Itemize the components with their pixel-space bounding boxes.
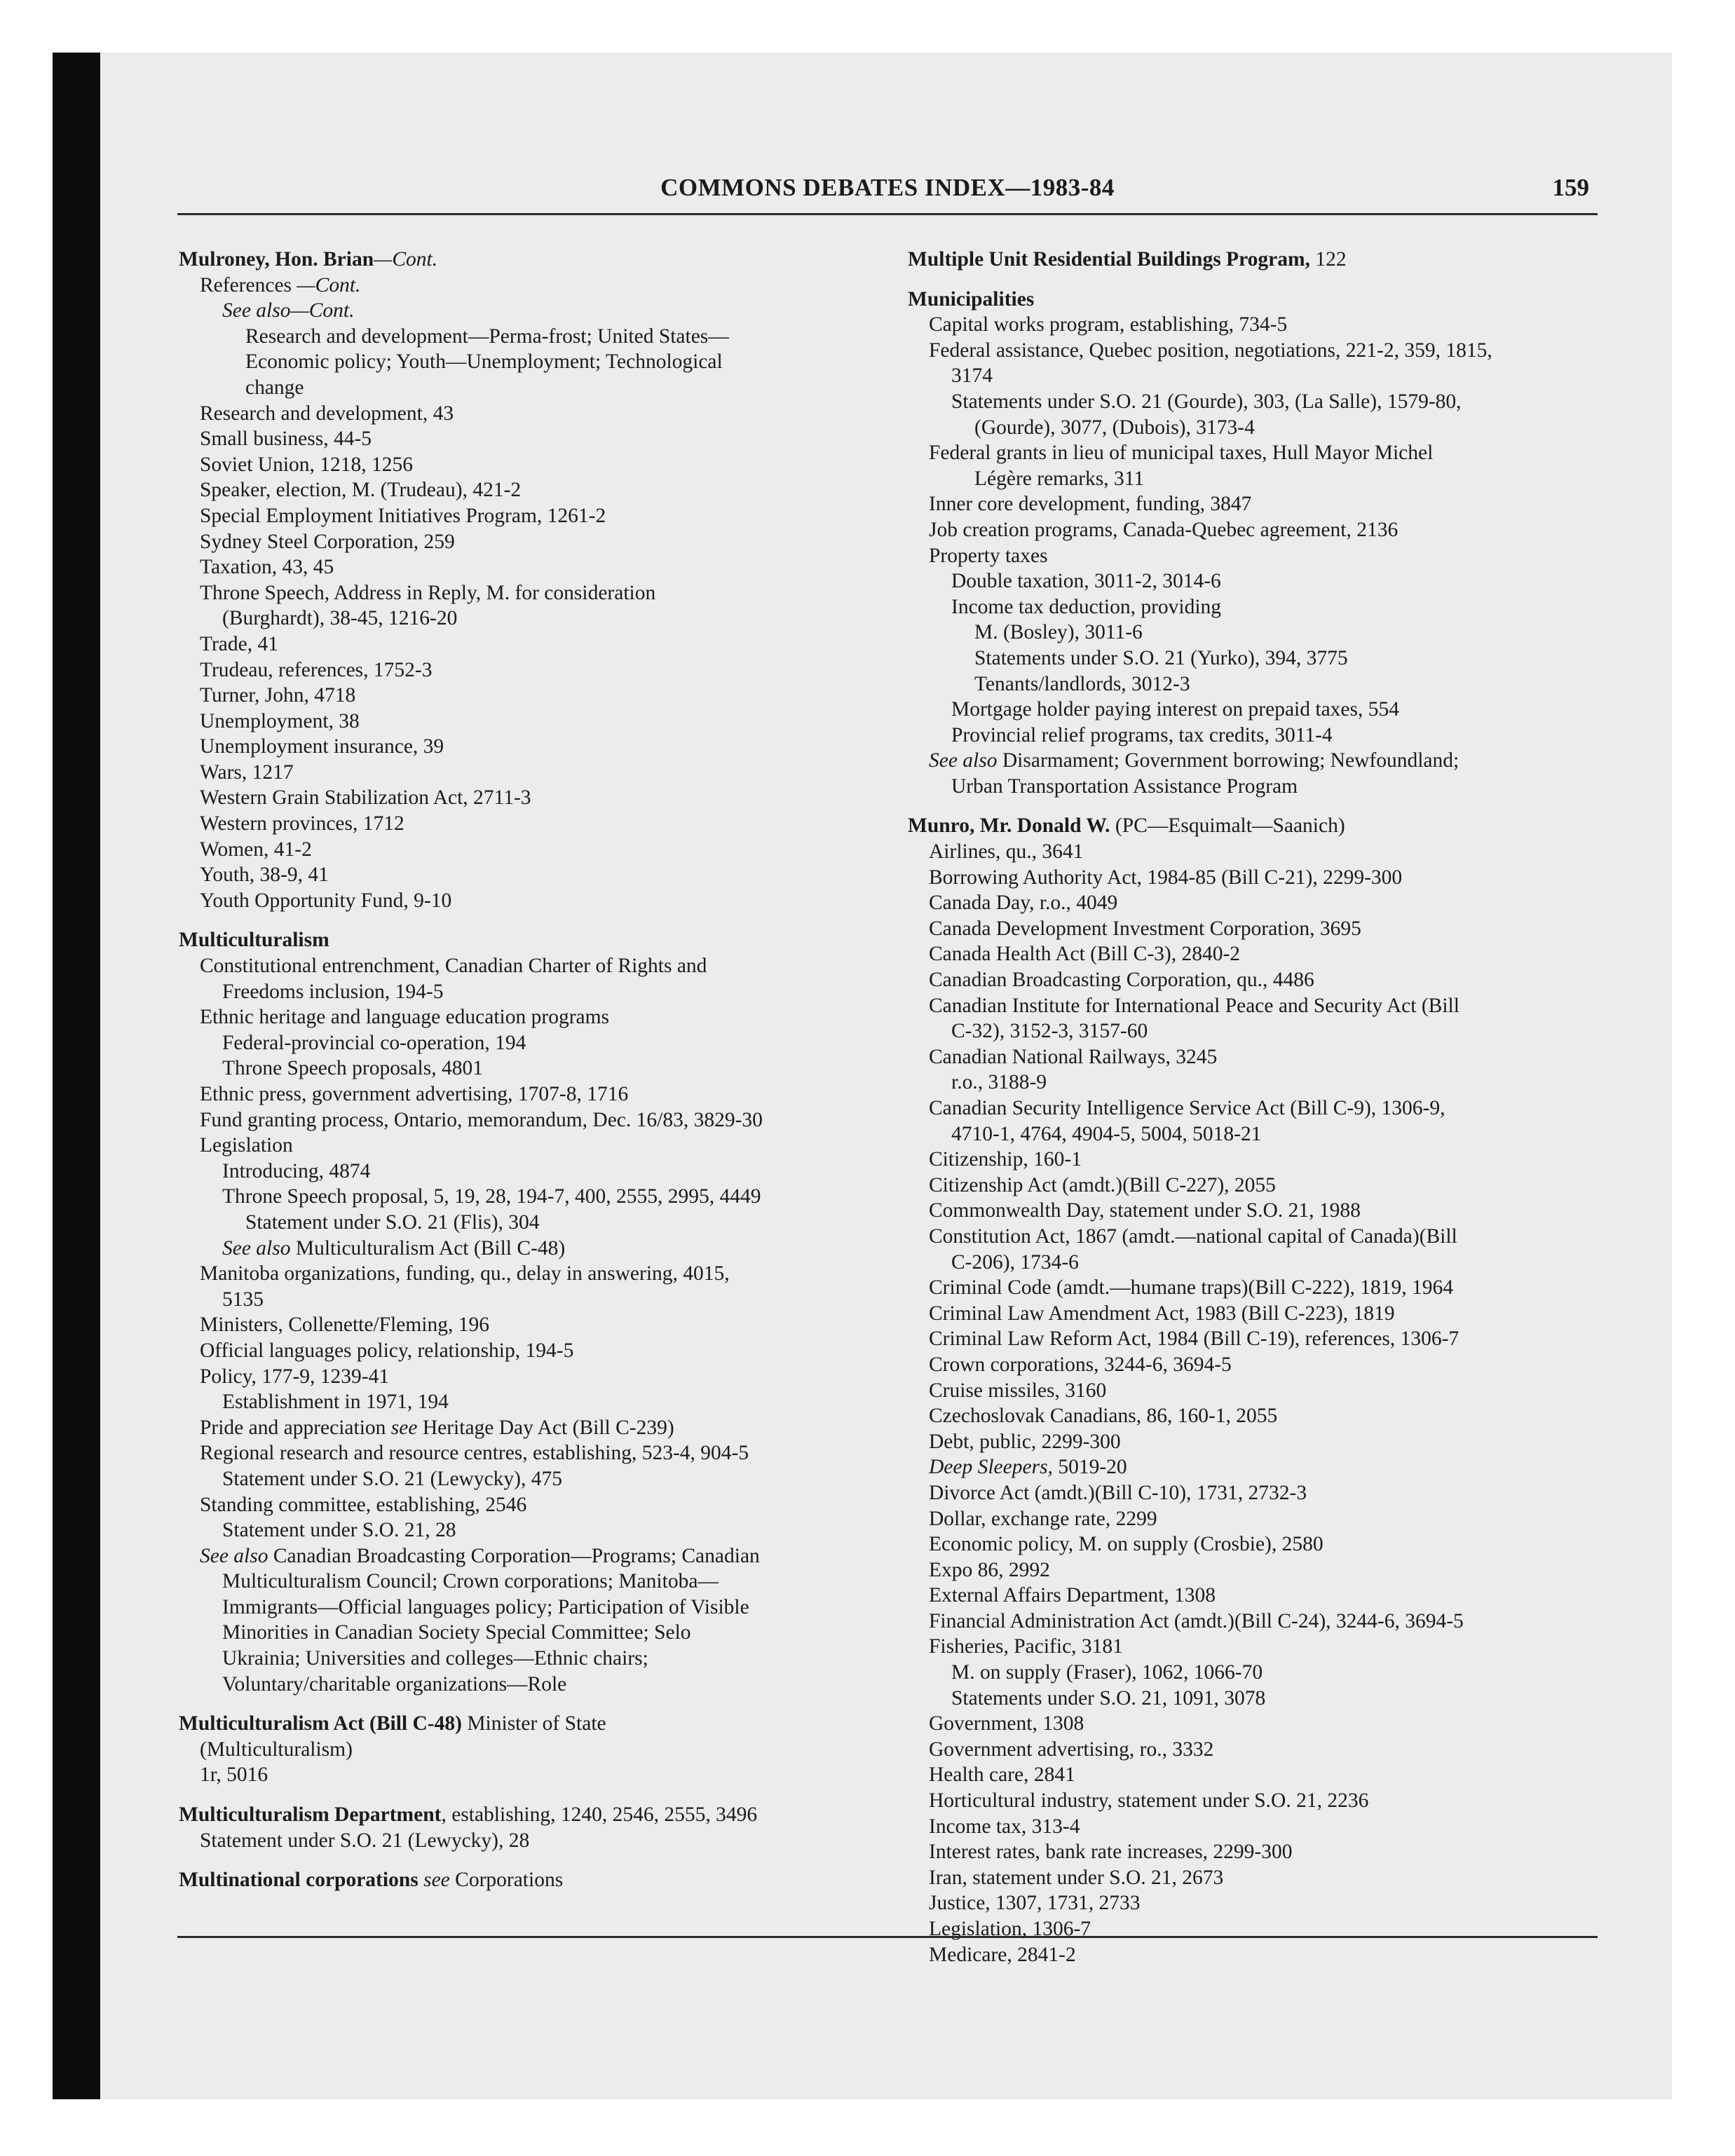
- index-entry: [908, 594, 1602, 620]
- index-entry: [908, 1250, 1602, 1276]
- index-text: Multiculturalism Act (Bill C-48): [290, 1236, 566, 1260]
- index-text: Wars, 1217: [200, 760, 294, 784]
- index-entry: [179, 1415, 880, 1441]
- index-text: Municipalities: [908, 287, 1035, 311]
- index-text: Czechoslovak Canadians, 86, 160-1, 2055: [929, 1405, 1278, 1428]
- index-text: (Gourde), 3077, (Dubois), 3173-4: [974, 416, 1255, 439]
- index-text: Small business, 44-5: [200, 428, 372, 451]
- index-text: Youth Opportunity Fund, 9-10: [200, 889, 452, 912]
- index-text: Ethnic press, government advertising, 1707-8, 1716: [200, 1083, 629, 1105]
- index-entry: [179, 953, 880, 979]
- index-text: 3174: [951, 364, 993, 388]
- index-text: Standing committee, establishing, 2546: [200, 1493, 527, 1516]
- index-heading: [179, 1711, 880, 1737]
- index-text: see: [423, 1869, 450, 1892]
- index-entry: [179, 324, 880, 350]
- index-entry: [179, 1543, 880, 1569]
- index-entry: [179, 683, 880, 709]
- index-entry: [908, 1762, 1602, 1788]
- index-text: 4710-1, 4764, 4904-5, 5004, 5018-21: [951, 1122, 1262, 1145]
- entry-gap: [179, 1853, 880, 1867]
- index-text: C-32), 3152-3, 3157-60: [951, 1020, 1148, 1043]
- index-text: Trudeau, references, 1752-3: [200, 658, 433, 681]
- index-text: Interest rates, bank rate increases, 2299-300: [929, 1841, 1293, 1864]
- index-entry: [179, 477, 880, 503]
- index-text: Expo 86, 2992: [929, 1558, 1050, 1581]
- index-entry: [908, 1711, 1602, 1737]
- index-entry: [908, 646, 1602, 671]
- index-text: Economic policy, M. on supply (Crosbie), 2580: [929, 1533, 1324, 1556]
- index-text: Unemployment, 38: [200, 709, 360, 732]
- index-text: Multiculturalism: [179, 929, 329, 952]
- index-entry: [908, 1070, 1602, 1096]
- index-text: C-206), 1734-6: [951, 1250, 1079, 1274]
- index-entry: [179, 1492, 880, 1518]
- index-entry: [179, 606, 880, 632]
- index-text: Heritage Day Act (Bill C-239): [417, 1416, 674, 1439]
- index-entry: [179, 1517, 880, 1543]
- index-entry: [179, 426, 880, 452]
- index-text: Western provinces, 1712: [200, 812, 404, 835]
- page-header: [177, 174, 1598, 215]
- index-text: Policy, 177-9, 1239-41: [200, 1365, 390, 1388]
- index-heading: [908, 247, 1602, 273]
- index-text: Youth, 38-9, 41: [200, 864, 329, 887]
- index-entry: [179, 1261, 880, 1287]
- index-text: 1r, 5016: [200, 1763, 268, 1787]
- index-text: Trade, 41: [200, 632, 278, 655]
- index-entry: [179, 734, 880, 760]
- entry-gap: [179, 1697, 880, 1711]
- index-text: Research and development, 43: [200, 402, 454, 425]
- index-entry: [908, 916, 1602, 942]
- index-entry: [179, 554, 880, 580]
- index-entry: [908, 1044, 1602, 1070]
- index-entry: [179, 1236, 880, 1262]
- index-text: 122: [1309, 248, 1347, 271]
- index-text: Canadian Security Intelligence Service Act (Bill C-9), 1306-9,: [929, 1097, 1445, 1119]
- index-text: Multinational corporations: [179, 1869, 419, 1892]
- index-text: Establishment in 1971, 194: [222, 1391, 449, 1414]
- index-column-right: [908, 247, 1602, 1967]
- index-text: Research and development—Perma-frost; United States—: [245, 325, 729, 348]
- index-text: Federal grants in lieu of municipal taxes, Hull Mayor Michel: [929, 442, 1434, 465]
- index-text: Debt, public, 2299-300: [929, 1430, 1121, 1453]
- index-entry: [908, 697, 1602, 723]
- index-entry: [179, 657, 880, 683]
- index-text: Minister of State: [461, 1712, 606, 1735]
- index-entry: [908, 1454, 1602, 1480]
- index-entry: [908, 774, 1602, 800]
- index-text: Throne Speech proposals, 4801: [222, 1057, 483, 1080]
- index-entry: [179, 401, 880, 427]
- index-entry: [179, 862, 880, 888]
- index-text: References: [200, 273, 297, 296]
- index-text: , establishing, 1240, 2546, 2555, 3496: [441, 1803, 758, 1827]
- index-entry: [179, 1389, 880, 1415]
- index-entry: [908, 517, 1602, 543]
- index-text: Financial Administration Act (amdt.)(Bill C-24), 3244-6, 3694-5: [929, 1609, 1464, 1632]
- index-entry: [908, 1865, 1602, 1891]
- index-entry: [908, 1890, 1602, 1916]
- index-text: Canada Day, r.o., 4049: [929, 892, 1118, 915]
- index-text: M. on supply (Fraser), 1062, 1066-70: [951, 1661, 1263, 1684]
- index-entry: [179, 298, 880, 324]
- index-column-left: [179, 247, 880, 1893]
- index-text: [419, 1869, 423, 1891]
- index-entry: [179, 1440, 880, 1466]
- index-heading: [179, 247, 880, 273]
- index-text: Double taxation, 3011-2, 3014-6: [951, 570, 1221, 593]
- index-text: Throne Speech, Address in Reply, M. for consideration: [200, 581, 656, 604]
- index-text: Speaker, election, M. (Trudeau), 421-2: [200, 479, 522, 502]
- index-text: Official languages policy, relationship, 194-5: [200, 1339, 574, 1362]
- index-entry: [179, 1672, 880, 1698]
- index-entry: [179, 1569, 880, 1595]
- index-text: Divorce Act (amdt.)(Bill C-10), 1731, 2732-3: [929, 1481, 1307, 1504]
- index-text: Introducing, 4874: [222, 1159, 371, 1182]
- index-text: See also—Cont.: [222, 299, 355, 322]
- index-heading: [179, 1867, 880, 1893]
- index-entry: [908, 543, 1602, 569]
- index-text: Fisheries, Pacific, 3181: [929, 1635, 1123, 1658]
- index-entry: [908, 415, 1602, 441]
- index-text: Sydney Steel Corporation, 259: [200, 530, 455, 553]
- index-entry: [179, 1338, 880, 1364]
- index-entry: [908, 671, 1602, 697]
- index-text: Federal-provincial co-operation, 194: [222, 1031, 526, 1054]
- index-entry: [908, 839, 1602, 865]
- index-text: Canada Development Investment Corporation, 3695: [929, 917, 1361, 940]
- index-entry: [179, 375, 880, 401]
- index-entry: [179, 760, 880, 786]
- index-entry: [179, 785, 880, 811]
- index-entry: [179, 1082, 880, 1107]
- index-text: Freedoms inclusion, 194-5: [222, 980, 444, 1003]
- index-entry: [908, 967, 1602, 993]
- index-entry: [179, 1184, 880, 1210]
- index-entry: [908, 1224, 1602, 1250]
- index-text: External Affairs Department, 1308: [929, 1584, 1216, 1607]
- index-text: Légère remarks, 311: [974, 467, 1145, 490]
- index-text: Capital works program, establishing, 734-5: [929, 313, 1288, 336]
- index-text: Urban Transportation Assistance Program: [951, 775, 1298, 798]
- index-text: Multiculturalism Council; Crown corporations; Manitoba—: [222, 1570, 719, 1593]
- index-entry: [179, 632, 880, 657]
- index-text: Mulroney, Hon. Brian: [179, 248, 374, 271]
- index-text: Minorities in Canadian Society Special Committee; Selo: [222, 1621, 691, 1644]
- index-entry: [908, 1326, 1602, 1352]
- index-text: See also: [200, 1544, 268, 1567]
- index-entry: [908, 1814, 1602, 1840]
- index-entry: [179, 580, 880, 606]
- index-entry: [908, 1198, 1602, 1224]
- index-text: Statements under S.O. 21, 1091, 3078: [951, 1686, 1266, 1710]
- index-text: Dollar, exchange rate, 2299: [929, 1507, 1157, 1530]
- index-text: See also: [222, 1236, 291, 1260]
- index-entry: [179, 1737, 880, 1763]
- index-text: Property taxes: [929, 544, 1048, 567]
- index-text: Borrowing Authority Act, 1984-85 (Bill C-21), 2299-300: [929, 866, 1403, 889]
- index-text: Cruise missiles, 3160: [929, 1379, 1107, 1402]
- index-text: Tenants/landlords, 3012-3: [974, 672, 1190, 695]
- entry-gap: [179, 1788, 880, 1802]
- index-entry: [179, 1133, 880, 1159]
- index-text: Regional research and resource centres, establishing, 523-4, 904-5: [200, 1442, 749, 1465]
- index-entry: [908, 363, 1602, 389]
- index-text: Citizenship Act (amdt.)(Bill C-227), 2055: [929, 1173, 1276, 1196]
- index-entry: [179, 1620, 880, 1646]
- entry-gap: [908, 799, 1602, 813]
- index-text: —Cont.: [374, 248, 438, 271]
- index-text: Canadian Institute for International Peace and Security Act (Bill: [929, 994, 1460, 1017]
- index-text: Horticultural industry, statement under S.O. 21, 2236: [929, 1789, 1369, 1813]
- index-text: (Burghardt), 38-45, 1216-20: [222, 607, 458, 630]
- index-text: Deep Sleepers,: [929, 1456, 1053, 1479]
- index-text: change: [245, 376, 304, 399]
- index-entry: [908, 1429, 1602, 1455]
- index-text: M. (Bosley), 3011-6: [974, 621, 1143, 644]
- index-text: Women, 41-2: [200, 838, 312, 861]
- index-entry: [908, 1942, 1602, 1968]
- index-entry: [908, 1173, 1602, 1199]
- index-entry: [908, 1916, 1602, 1942]
- index-entry: [908, 1147, 1602, 1173]
- index-entry: [908, 890, 1602, 916]
- index-entry: [179, 837, 880, 863]
- index-entry: [908, 620, 1602, 646]
- index-text: Statement under S.O. 21, 28: [222, 1519, 456, 1542]
- index-entry: [179, 1287, 880, 1313]
- index-text: Citizenship, 160-1: [929, 1148, 1082, 1171]
- index-text: r.o., 3188-9: [951, 1071, 1047, 1094]
- index-entry: [179, 979, 880, 1005]
- index-text: Voluntary/charitable organizations—Role: [222, 1672, 567, 1696]
- index-text: Income tax deduction, providing: [951, 595, 1222, 618]
- index-entry: [908, 1480, 1602, 1506]
- index-text: Criminal Law Reform Act, 1984 (Bill C-19), references, 1306-7: [929, 1328, 1460, 1351]
- index-heading: [908, 813, 1602, 839]
- index-text: Multiculturalism Act (Bill C-48): [179, 1712, 462, 1735]
- index-entry: [908, 1121, 1602, 1147]
- index-text: Legislation, 1306-7: [929, 1918, 1091, 1940]
- index-text: Justice, 1307, 1731, 2733: [929, 1892, 1141, 1915]
- index-entry: [179, 1210, 880, 1236]
- index-entry: [908, 389, 1602, 415]
- index-text: Corporations: [449, 1869, 564, 1892]
- index-text: Pride and appreciation: [200, 1416, 391, 1439]
- index-text: Criminal Law Amendment Act, 1983 (Bill C-223), 1819: [929, 1302, 1395, 1325]
- index-entry: [908, 993, 1602, 1019]
- index-entry: [908, 1686, 1602, 1712]
- index-entry: [908, 338, 1602, 364]
- index-entry: [908, 865, 1602, 891]
- index-entry: [179, 1004, 880, 1030]
- index-text: Multiple Unit Residential Buildings Program,: [908, 248, 1310, 271]
- index-text: Immigrants—Official languages policy; Participation of Visible: [222, 1595, 749, 1618]
- index-entry: [908, 466, 1602, 492]
- index-text: Government, 1308: [929, 1712, 1084, 1735]
- index-text: Statement under S.O. 21 (Lewycky), 475: [222, 1467, 563, 1490]
- index-text: Soviet Union, 1218, 1256: [200, 453, 414, 476]
- index-entry: [179, 1107, 880, 1133]
- scan-black-margin: [53, 53, 100, 2099]
- index-entry: [179, 529, 880, 555]
- index-text: Munro, Mr. Donald W.: [908, 814, 1110, 838]
- index-entry: [179, 273, 880, 299]
- index-text: (Multiculturalism): [200, 1738, 353, 1761]
- index-text: Job creation programs, Canada-Quebec agreement, 2136: [929, 518, 1399, 541]
- index-entry: [908, 1018, 1602, 1044]
- index-entry: [908, 748, 1602, 774]
- index-entry: [908, 1634, 1602, 1660]
- index-text: Unemployment insurance, 39: [200, 735, 444, 758]
- index-text: Health care, 2841: [929, 1763, 1075, 1787]
- index-entry: [179, 709, 880, 735]
- index-text: Ministers, Collenette/Fleming, 196: [200, 1314, 489, 1337]
- index-text: Statements under S.O. 21 (Yurko), 394, 3775: [974, 646, 1348, 669]
- index-entry: [908, 1737, 1602, 1763]
- index-text: Canadian Broadcasting Corporation—Programs; Canadian: [268, 1544, 760, 1567]
- index-entry: [908, 1506, 1602, 1532]
- index-heading: [908, 287, 1602, 313]
- index-text: Economic policy; Youth—Unemployment; Technological: [245, 350, 723, 374]
- page-number: 159: [1552, 174, 1589, 201]
- index-entry: [179, 1364, 880, 1390]
- index-entry: [908, 1275, 1602, 1301]
- index-text: Constitutional entrenchment, Canadian Charter of Rights and: [200, 955, 707, 978]
- bottom-rule: [177, 1936, 1598, 1938]
- index-text: Canadian Broadcasting Corporation, qu., 4486: [929, 969, 1314, 992]
- index-text: Statement under S.O. 21 (Flis), 304: [245, 1210, 540, 1234]
- index-text: Manitoba organizations, funding, qu., delay in answering, 4015,: [200, 1262, 730, 1285]
- index-heading: [179, 1802, 880, 1828]
- index-text: Special Employment Initiatives Program, 1261-2: [200, 504, 606, 527]
- index-entry: [908, 1839, 1602, 1865]
- index-entry: [179, 1312, 880, 1338]
- index-text: Crown corporations, 3244-6, 3694-5: [929, 1353, 1232, 1376]
- index-entry: [908, 1096, 1602, 1121]
- index-text: Provincial relief programs, tax credits, 3011-4: [951, 723, 1333, 746]
- index-text: Government advertising, ro., 3332: [929, 1738, 1214, 1761]
- index-entry: [908, 1301, 1602, 1327]
- index-text: Commonwealth Day, statement under S.O. 21, 1988: [929, 1199, 1361, 1222]
- index-text: 5019-20: [1052, 1456, 1127, 1479]
- index-text: Canadian National Railways, 3245: [929, 1045, 1218, 1068]
- index-entry: [908, 1557, 1602, 1583]
- index-entry: [179, 1159, 880, 1185]
- index-entry: [908, 1378, 1602, 1404]
- index-text: 5135: [222, 1288, 264, 1311]
- index-text: Mortgage holder paying interest on prepaid taxes, 554: [951, 698, 1399, 721]
- index-entry: [179, 349, 880, 375]
- index-entry: [908, 1403, 1602, 1429]
- index-text: Statement under S.O. 21 (Lewycky), 28: [200, 1829, 530, 1852]
- index-entry: [179, 888, 880, 914]
- index-text: Criminal Code (amdt.—humane traps)(Bill C-222), 1819, 1964: [929, 1276, 1454, 1299]
- index-entry: [179, 1466, 880, 1492]
- index-entry: [179, 1056, 880, 1082]
- index-entry: [179, 1595, 880, 1621]
- index-entry: [179, 811, 880, 837]
- index-entry: [179, 452, 880, 478]
- index-entry: [908, 491, 1602, 517]
- index-text: Canada Health Act (Bill C-3), 2840-2: [929, 943, 1241, 966]
- index-entry: [179, 1646, 880, 1672]
- index-text: Legislation: [200, 1134, 293, 1157]
- index-entry: [908, 568, 1602, 594]
- index-text: Multiculturalism Department: [179, 1803, 442, 1827]
- index-entry: [908, 1531, 1602, 1557]
- index-text: Disarmament; Government borrowing; Newfoundland;: [997, 749, 1460, 772]
- index-entry: [908, 1660, 1602, 1686]
- index-entry: [908, 723, 1602, 749]
- index-text: Constitution Act, 1867 (amdt.—national capital of Canada)(Bill: [929, 1224, 1457, 1248]
- index-text: Turner, John, 4718: [200, 684, 356, 707]
- page-title: COMMONS DEBATES INDEX—1983-84: [660, 174, 1115, 201]
- index-text: Ethnic heritage and language education programs: [200, 1006, 610, 1029]
- index-entry: [179, 1030, 880, 1056]
- index-entry: [908, 941, 1602, 967]
- entry-gap: [908, 273, 1602, 287]
- index-text: Throne Speech proposal, 5, 19, 28, 194-7, 400, 2555, 2995, 4449: [222, 1185, 761, 1208]
- index-entry: [179, 1828, 880, 1854]
- index-text: Inner core development, funding, 3847: [929, 493, 1252, 516]
- index-heading: [179, 927, 880, 953]
- entry-gap: [179, 913, 880, 927]
- index-text: Western Grain Stabilization Act, 2711-3: [200, 786, 531, 810]
- index-text: Statements under S.O. 21 (Gourde), 303, (La Salle), 1579-80,: [951, 390, 1462, 413]
- index-entry: [908, 1583, 1602, 1609]
- index-text: Ukrainia; Universities and colleges—Ethnic chairs;: [222, 1647, 648, 1670]
- index-entry: [908, 1609, 1602, 1635]
- index-entry: [179, 1762, 880, 1788]
- index-entry: [908, 1352, 1602, 1378]
- index-entry: [908, 1788, 1602, 1814]
- index-text: Medicare, 2841-2: [929, 1943, 1076, 1966]
- index-entry: [908, 440, 1602, 466]
- index-text: Federal assistance, Quebec position, negotiations, 221-2, 359, 1815,: [929, 339, 1492, 362]
- index-text: See also: [929, 749, 998, 772]
- index-text: Fund granting process, Ontario, memorandum, Dec. 16/83, 3829-30: [200, 1108, 763, 1131]
- index-text: —Cont.: [297, 273, 361, 296]
- index-text: Airlines, qu., 3641: [929, 840, 1084, 864]
- index-text: Iran, statement under S.O. 21, 2673: [929, 1866, 1224, 1889]
- index-text: Income tax, 313-4: [929, 1815, 1080, 1838]
- index-entry: [908, 312, 1602, 338]
- index-text: see: [390, 1416, 418, 1439]
- index-text: (PC—Esquimalt—Saanich): [1110, 814, 1345, 838]
- index-entry: [179, 503, 880, 529]
- index-text: Taxation, 43, 45: [200, 556, 334, 579]
